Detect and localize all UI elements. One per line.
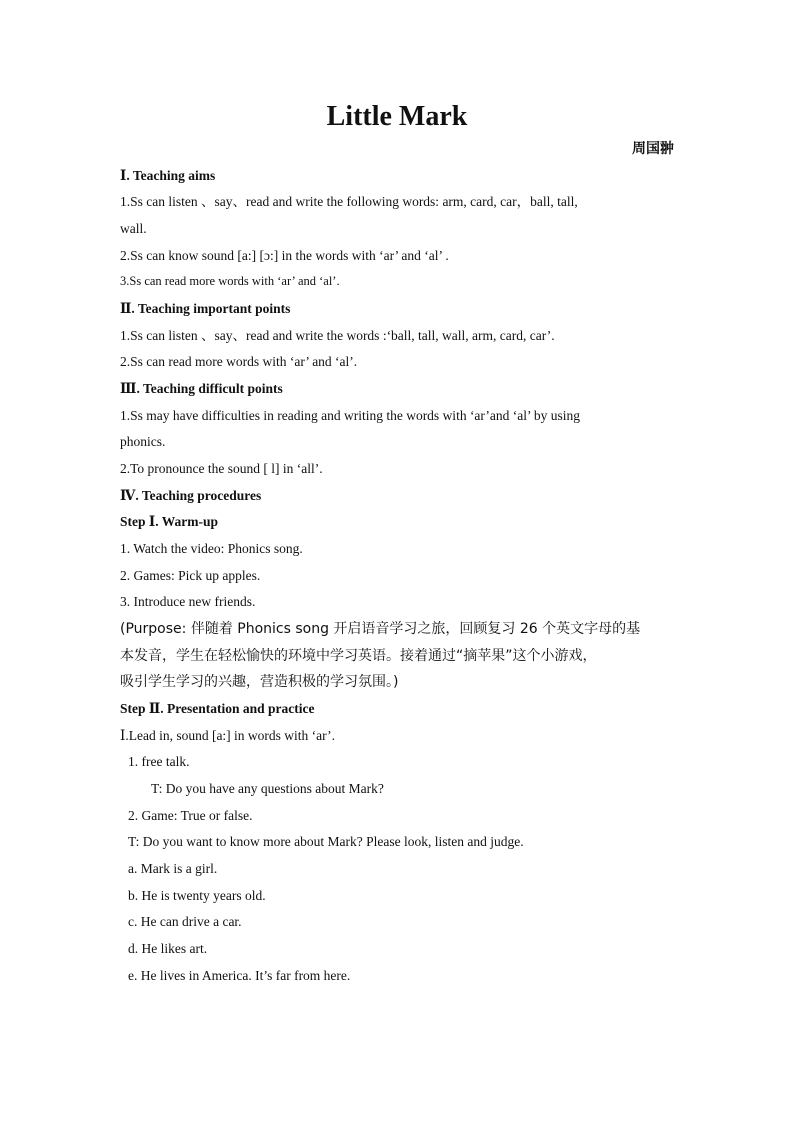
step2-heading: Step Ⅱ. Presentation and practice [120,701,315,716]
difficult-line-2: 2.To pronounce the sound [ l] in ‘all’. [120,461,323,476]
tf-item-c: c. He can drive a car. [128,914,242,929]
step1-item-1: 1. Watch the video: Phonics song. [120,541,303,556]
aims-line-1: 1.Ss can listen 、say、read and write the following words: arm, card, car，ball, tall, [120,194,578,209]
purpose-line-2: 本发音，学生在轻松愉快的环境中学习英语。接着通过“摘苹果”这个小游戏， [120,648,597,664]
item-1-teacher-line: T: Do you have any questions about Mark? [151,781,384,796]
step1-item-2: 2. Games: Pick up apples. [120,568,261,583]
section-heading-important: Ⅱ. Teaching important points [120,301,291,316]
section-heading-procedures: Ⅳ. Teaching procedures [120,488,262,503]
tf-item-a: a. Mark is a girl. [128,861,218,876]
step1-item-3: 3. Introduce new friends. [120,594,256,609]
step1-heading: Step Ⅰ. Warm-up [120,514,218,529]
item-2-game: 2. Game: True or false. [128,808,253,823]
lead-in-line: Ⅰ.Lead in, sound [a:] in words with ‘ar’. [120,728,336,743]
important-line-1: 1.Ss can listen 、say、read and write the words :‘ball, tall, wall, arm, card, car’. [120,328,555,343]
purpose-line-1: (Purpose: 伴随着 Phonics song 开启语音学习之旅，回顾复习 26 个英文字母的基 [120,621,641,637]
tf-item-d: d. He likes art. [128,941,208,956]
important-line-2: 2.Ss can read more words with ‘ar’ and ‘al’. [120,354,358,369]
section-heading-aims: Ⅰ. Teaching aims [120,168,216,183]
aims-line-2: 2.Ss can know sound [a:] [ɔ:] in the words with ‘ar’ and ‘al’ . [120,248,449,263]
tf-item-e: e. He lives in America. It’s far from here. [128,968,351,983]
tf-item-b: b. He is twenty years old. [128,888,266,903]
purpose-line-3: 吸引学生学习的兴趣，营造积极的学习氛围。) [120,674,399,690]
section-heading-difficult: Ⅲ. Teaching difficult points [120,381,283,396]
aims-line-3: 3.Ss can read more words with ‘ar’ and ‘al’. [120,274,340,288]
difficult-line-1-cont: phonics. [120,434,166,449]
document-title: Little Mark [326,101,468,132]
difficult-line-1: 1.Ss may have difficulties in reading and writing the words with ‘ar’and ‘al’ by using [120,408,581,423]
item-2-teacher-line: T: Do you want to know more about Mark? Please look, listen and judge. [128,834,524,849]
item-1-free-talk: 1. free talk. [128,754,190,769]
author-name: 周国翀 [632,141,674,157]
aims-line-1-cont: wall. [120,221,147,236]
